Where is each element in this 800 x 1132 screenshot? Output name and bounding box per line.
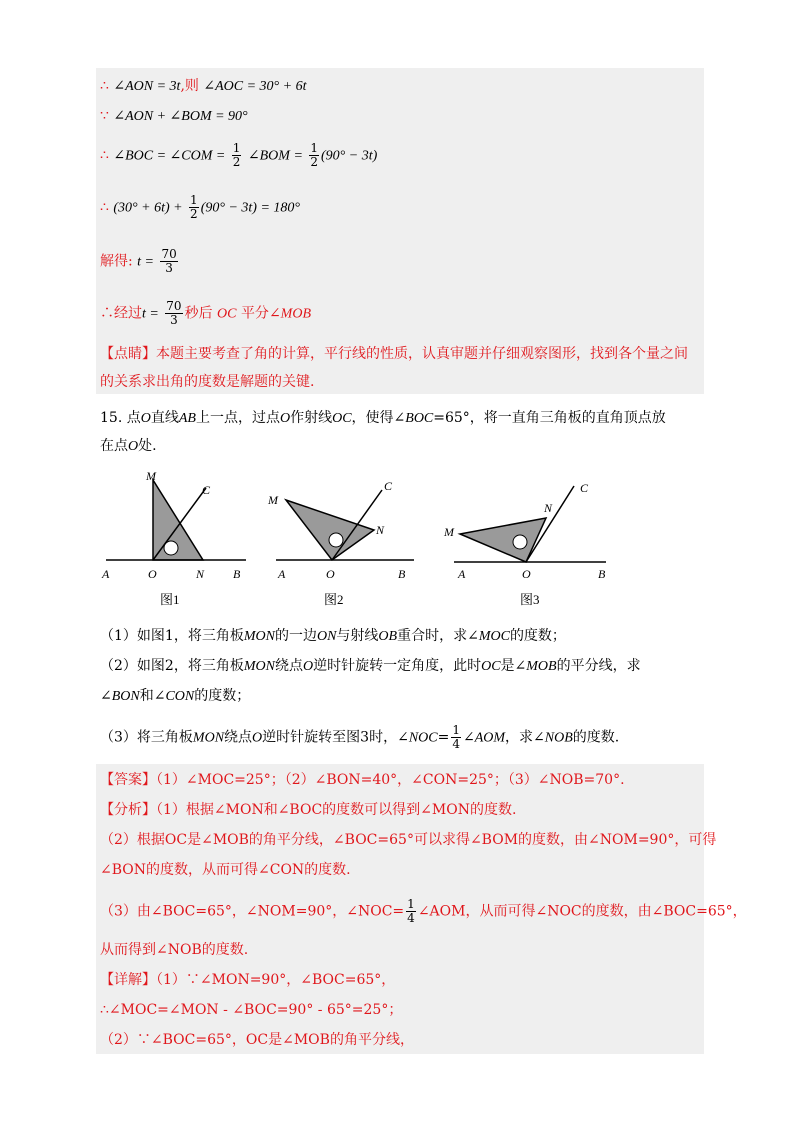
text: 经过 <box>114 305 142 322</box>
analysis-tag: 【分析】 <box>100 802 156 818</box>
triangle-hole <box>513 535 527 549</box>
therefore-symbol: ∴ <box>100 199 109 216</box>
comment-text: 本题主要考查了角的计算，平行线的性质，认真审题并仔细观察图形，找到各个量之间 <box>156 346 688 362</box>
label-b: B <box>233 567 241 581</box>
answer-text: （1）∠MOC=25°；（2）∠BON=40°，∠CON=25°；（3）∠NOB=70°. <box>156 772 625 788</box>
math-var: OC <box>217 306 237 322</box>
solve-label: 解得: <box>100 253 133 270</box>
solution-line-3 <box>100 142 377 169</box>
label-b: B <box>398 567 406 581</box>
answer-tag: 【答案】 <box>100 772 156 788</box>
label-c: C <box>580 481 589 495</box>
question-2-line-1: （2）如图2，将三角板MON绕点O逆时针旋转一定角度，此时OC是∠MOB的平分线，求 <box>100 658 641 674</box>
problem-statement-line-2: 在点O处. <box>100 438 157 454</box>
label-m: M <box>268 493 278 507</box>
fraction-half: $\frac{1}{2}$ <box>310 141 318 169</box>
label-m: M <box>146 469 156 483</box>
solution-line-5 <box>100 248 180 275</box>
problem-statement-line-1: 15. 点O直线AB上一点，过点O作射线OC，使得∠BOC=65°，将一直角三角板的直角顶点放 <box>100 410 666 426</box>
math-expr: (90° − 3t) = 180° <box>200 200 300 216</box>
comment-line-2 <box>100 372 314 392</box>
detail-line-1: 【详解】（1）∵∠MON=90°，∠BOC=65°， <box>100 972 396 988</box>
label-m: M <box>444 525 454 539</box>
fraction-half: $\frac{1}{2}$ <box>232 141 241 169</box>
caption-fig1: 图1 <box>160 592 180 607</box>
detail-tag: 【详解】 <box>100 972 156 988</box>
solution-line-2 <box>100 106 248 127</box>
analysis-line-5: 从而得到∠NOB的度数. <box>100 942 249 958</box>
label-a: A <box>278 567 286 581</box>
math-expr: ∠AOC = 30° + 6t <box>203 79 307 94</box>
analysis-line-1 <box>100 800 516 820</box>
math-expr: (30° + 6t) + <box>113 200 183 216</box>
figure-1 <box>98 468 258 612</box>
solution-line-1 <box>100 76 306 97</box>
math-expr: t = <box>142 306 159 322</box>
caption-fig3: 图3 <box>520 592 540 607</box>
text: ,则 <box>180 78 199 94</box>
label-b: B <box>598 567 606 581</box>
label-n: N <box>544 501 553 515</box>
triangle-hole <box>329 533 343 547</box>
label-a: A <box>458 567 466 581</box>
therefore-symbol: ∴ <box>100 78 109 94</box>
text: 平分 <box>240 305 269 322</box>
triangle-mon <box>286 500 374 560</box>
fraction-quarter: $\frac{1}{4}$ <box>452 723 460 751</box>
comment-tag: 【点睛】 <box>100 346 156 362</box>
question-1: （1）如图1，将三角板MON的一边ON与射线OB重合时，求∠MOC的度数； <box>100 628 566 644</box>
label-n: N <box>196 567 205 581</box>
math-expr: ∠MOB <box>268 306 311 322</box>
therefore-symbol: ∴ <box>100 147 109 164</box>
label-n: N <box>376 523 385 537</box>
solution-line-6 <box>100 300 311 327</box>
fraction-70-3: $\frac{70}{3}$ <box>161 247 177 275</box>
comment-text: 的关系求出角的度数是解题的关键. <box>100 374 315 390</box>
question-3: （3）将三角板MON绕点O逆时针旋转至图3时，∠NOC= $\frac{1}{4}$ ∠AOM，求∠NOB的度数. <box>100 723 620 751</box>
analysis-line-2: （2）根据OC是∠MOB的角平分线，∠BOC=65°可以求得∠BOM的度数，由∠NOM=90°，可得 <box>100 832 717 848</box>
label-o: O <box>522 567 531 581</box>
math-expr: ∠AON = 3t <box>113 79 181 94</box>
problem-number: 15. <box>100 410 123 426</box>
label-a: A <box>102 567 110 581</box>
math-expr: t = <box>137 254 155 270</box>
solution-line-4 <box>100 194 300 221</box>
math-expr: ∠BOM = <box>247 148 303 164</box>
analysis-line-4: （3）由∠BOC=65°，∠NOM=90°，∠NOC= $\frac{1}{4}$ ∠AOM，从而可得∠NOC的度数，由∠BOC=65°， <box>100 897 747 925</box>
label-o: O <box>148 567 157 581</box>
analysis-text: （1）根据∠MON和∠BOC的度数可以得到∠MON的度数. <box>156 802 517 818</box>
answer-line <box>100 770 625 790</box>
caption-fig2: 图2 <box>324 592 344 607</box>
detail-line-2: ∴∠MOC=∠MON - ∠BOC=90° - 65°=25°； <box>100 1002 403 1018</box>
figure-3 <box>440 468 610 612</box>
therefore-symbol: ∴ <box>100 305 114 322</box>
triangle-mon <box>460 518 546 562</box>
label-c: C <box>384 479 393 493</box>
math-expr: (90° − 3t) <box>321 148 378 164</box>
figure-2 <box>264 468 424 612</box>
math-expr: ∠AON + ∠BOM = 90° <box>113 109 248 124</box>
math-expr: ∠BOC = ∠COM = <box>113 148 226 164</box>
detail-line-3: （2）∵∠BOC=65°，OC是∠MOB的角平分线， <box>100 1032 414 1048</box>
comment-line-1 <box>100 344 688 364</box>
fraction-70-3: $\frac{70}{3}$ <box>166 299 182 327</box>
analysis-line-3: ∠BON的度数，从而可得∠CON的度数. <box>100 862 351 878</box>
because-symbol: ∵ <box>100 108 109 124</box>
fraction-half: $\frac{1}{2}$ <box>190 193 198 221</box>
label-o: O <box>326 567 335 581</box>
text: 秒后 <box>184 305 213 322</box>
label-c: C <box>202 483 211 497</box>
fraction-quarter: $\frac{1}{4}$ <box>407 897 415 925</box>
question-2-line-2: ∠BON和∠CON的度数； <box>100 688 251 704</box>
